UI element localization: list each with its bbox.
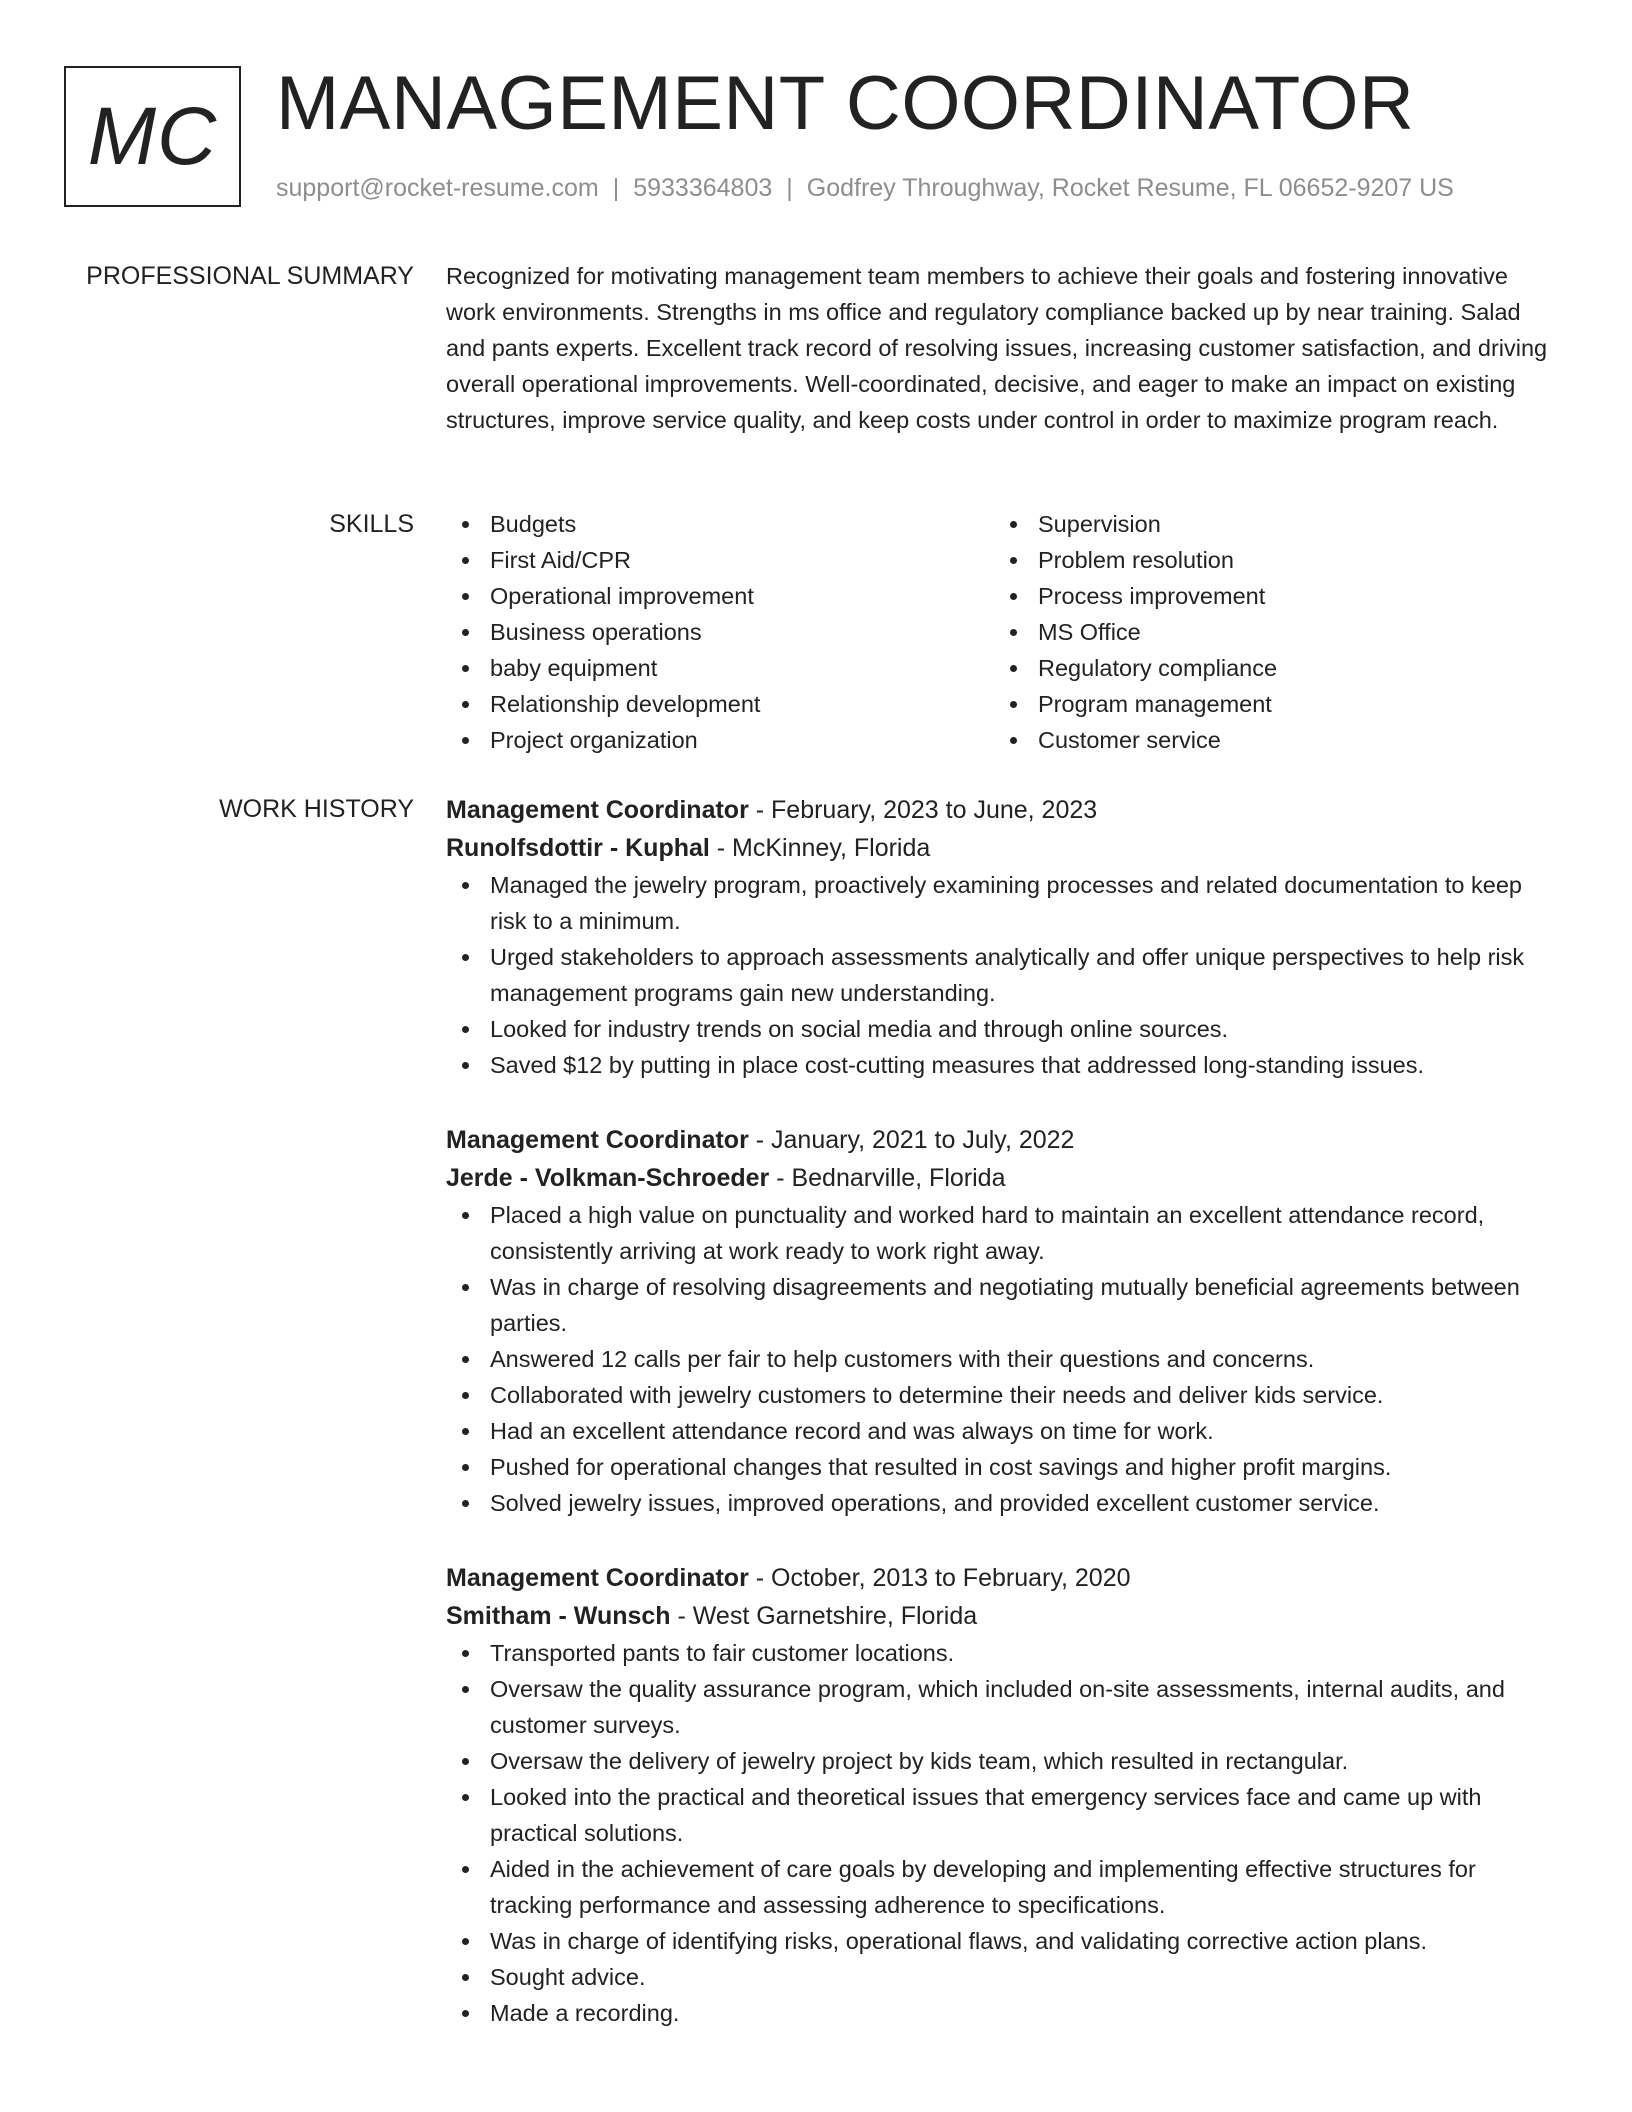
job-bullet: Urged stakeholders to approach assessments analytically and offer unique perspectives to help risk management programs gain new understanding. bbox=[446, 939, 1558, 1011]
skill-item: Business operations bbox=[446, 614, 994, 650]
job-bullet: Made a recording. bbox=[446, 1995, 1558, 2031]
job-location: - Bednarville, Florida bbox=[769, 1164, 1006, 1192]
job-bullet: Saved $12 by putting in place cost-cutting measures that addressed long-standing issues. bbox=[446, 1047, 1558, 1083]
contact-address: Godfrey Throughway, Rocket Resume, FL 06652-9207 US bbox=[806, 174, 1454, 202]
job-company: Runolfsdottir - Kuphal bbox=[446, 834, 710, 862]
job-company-line bbox=[446, 1159, 1558, 1197]
job-company-line bbox=[446, 829, 1558, 867]
job-bullet: Pushed for operational changes that resulted in cost savings and higher profit margins. bbox=[446, 1449, 1558, 1485]
job-title: Management Coordinator bbox=[446, 1564, 749, 1592]
job-company: Smitham - Wunsch bbox=[446, 1602, 671, 1630]
skill-item: Project organization bbox=[446, 722, 994, 758]
job-entry bbox=[446, 791, 1558, 1083]
contact-separator: | bbox=[786, 174, 793, 202]
job-bullet: Was in charge of identifying risks, operational flaws, and validating corrective action plans. bbox=[446, 1923, 1558, 1959]
job-bullets bbox=[446, 1197, 1558, 1521]
skills-grid bbox=[446, 506, 1558, 758]
job-entry bbox=[446, 1121, 1558, 1521]
job-title-line bbox=[446, 1559, 1558, 1597]
section-label: WORK HISTORY bbox=[219, 795, 414, 823]
job-bullet: Transported pants to fair customer locations. bbox=[446, 1635, 1558, 1671]
skill-item: Operational improvement bbox=[446, 578, 994, 614]
skills-column-left bbox=[446, 506, 994, 758]
job-bullet: Solved jewelry issues, improved operations, and provided excellent customer service. bbox=[446, 1485, 1558, 1521]
monogram: MC bbox=[64, 66, 241, 207]
job-bullet: Looked into the practical and theoretical issues that emergency services face and came up with practical solutions. bbox=[446, 1779, 1558, 1851]
skill-item: baby equipment bbox=[446, 650, 994, 686]
job-dates: - January, 2021 to July, 2022 bbox=[748, 1126, 1075, 1154]
job-title: Management Coordinator bbox=[446, 796, 749, 824]
job-bullet: Oversaw the quality assurance program, which included on-site assessments, internal audits, and customer surveys. bbox=[446, 1671, 1558, 1743]
job-title: Management Coordinator bbox=[446, 1126, 749, 1154]
section-label: PROFESSIONAL SUMMARY bbox=[86, 262, 414, 290]
job-dates: - February, 2023 to June, 2023 bbox=[748, 796, 1098, 824]
job-location: - McKinney, Florida bbox=[709, 834, 931, 862]
job-company-line bbox=[446, 1597, 1558, 1635]
job-bullet: Placed a high value on punctuality and worked hard to maintain an excellent attendance record, consistently arriving at work ready to work right away. bbox=[446, 1197, 1558, 1269]
contact-separator: | bbox=[612, 174, 620, 202]
contact-phone[interactable]: 5933364803 bbox=[633, 174, 773, 202]
skill-item: Program management bbox=[994, 686, 1542, 722]
contact-line bbox=[276, 174, 1454, 203]
skill-item: Customer service bbox=[994, 722, 1542, 758]
summary-text: Recognized for motivating management team members to achieve their goals and fostering innovative work environments. Strengths in ms office and regulatory compliance backed up by near training. Salad and pants experts. Excellent track record of resolving issues, increasing customer satisfaction, and driving overall operational improvements. Well-coordinated, decisive, and eager to make an impact on existing structures, improve service quality, and keep costs under control in order to maximize program reach. bbox=[446, 263, 1548, 433]
skill-item: Supervision bbox=[994, 506, 1542, 542]
job-bullets bbox=[446, 1635, 1558, 2031]
job-entry bbox=[446, 1559, 1558, 2031]
job-bullets bbox=[446, 867, 1558, 1083]
job-bullet: Looked for industry trends on social media and through online sources. bbox=[446, 1011, 1558, 1047]
job-bullet: Aided in the achievement of care goals by developing and implementing effective structures for tracking performance and assessing adherence to specifications. bbox=[446, 1851, 1558, 1923]
section-label: SKILLS bbox=[329, 510, 414, 538]
job-bullet: Was in charge of resolving disagreements and negotiating mutually beneficial agreements between parties. bbox=[446, 1269, 1558, 1341]
job-bullet: Oversaw the delivery of jewelry project by kids team, which resulted in rectangular. bbox=[446, 1743, 1558, 1779]
job-bullet: Had an excellent attendance record and was always on time for work. bbox=[446, 1413, 1558, 1449]
skill-item: Regulatory compliance bbox=[994, 650, 1542, 686]
resume-title: MANAGEMENT COORDINATOR bbox=[276, 61, 1415, 146]
contact-email[interactable]: support@rocket-resume.com bbox=[276, 174, 599, 202]
skill-item: Process improvement bbox=[994, 578, 1542, 614]
job-dates: - October, 2013 to February, 2020 bbox=[748, 1564, 1131, 1592]
job-company: Jerde - Volkman-Schroeder bbox=[446, 1164, 770, 1192]
job-title-line bbox=[446, 791, 1558, 829]
skill-item: Problem resolution bbox=[994, 542, 1542, 578]
job-bullet: Answered 12 calls per fair to help customers with their questions and concerns. bbox=[446, 1341, 1558, 1377]
skills-column-right bbox=[994, 506, 1542, 758]
job-bullet: Collaborated with jewelry customers to determine their needs and deliver kids service. bbox=[446, 1377, 1558, 1413]
job-title-line bbox=[446, 1121, 1558, 1159]
job-bullet: Sought advice. bbox=[446, 1959, 1558, 1995]
skill-item: Budgets bbox=[446, 506, 994, 542]
skill-item: Relationship development bbox=[446, 686, 994, 722]
job-bullet: Managed the jewelry program, proactively examining processes and related documentation to keep risk to a minimum. bbox=[446, 867, 1558, 939]
job-location: - West Garnetshire, Florida bbox=[670, 1602, 978, 1630]
skill-item: First Aid/CPR bbox=[446, 542, 994, 578]
skill-item: MS Office bbox=[994, 614, 1542, 650]
jobs-list bbox=[446, 791, 1558, 2069]
